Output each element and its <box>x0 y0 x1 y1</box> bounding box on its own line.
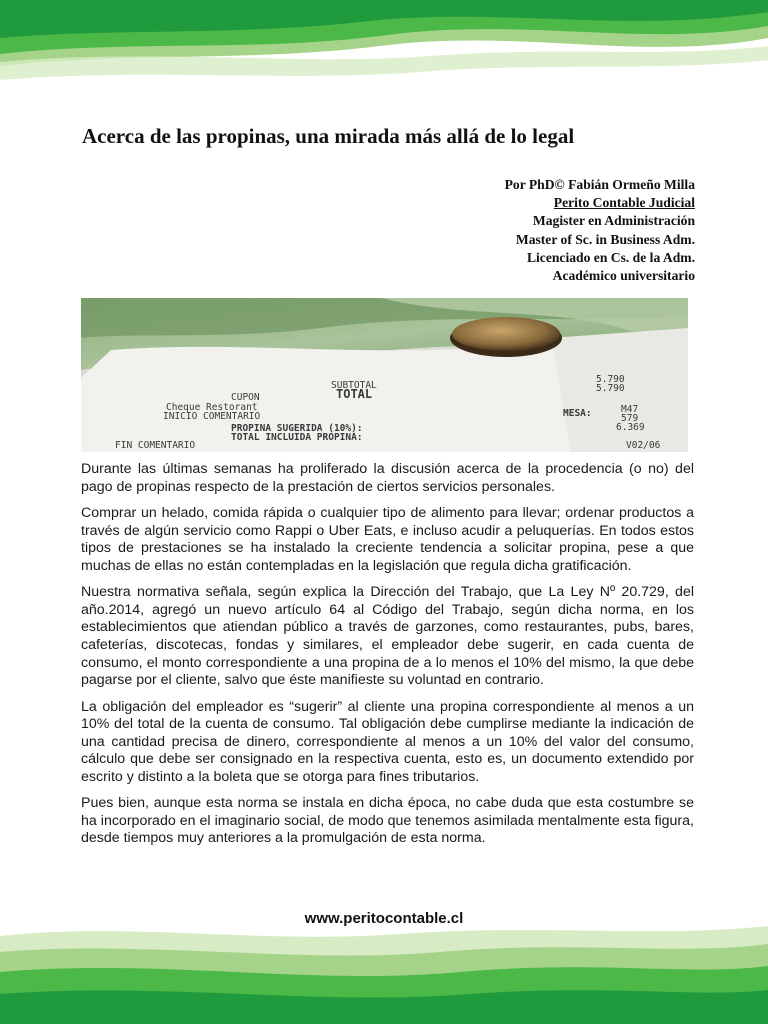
header-wave-decoration <box>0 0 768 95</box>
author-block <box>505 176 695 285</box>
receipt-cupon: CUPON <box>231 392 260 403</box>
receipt-propina: PROPINA SUGERIDA (10%): <box>231 423 363 434</box>
paragraph: La obligación del empleador es “sugerir” al cliente una propina correspondiente al menos a un 10% del total de la cuenta de consumo. Tal obligación debe cumplirse mediante la indicación de una cantidad precisa de dinero, correspondiente al menos a un 10% del valor del consumo, cálculo que debe ser consignado en la respectiva cuenta, esto es, un documento extendido por escrito y distinto a la boleta que se otorga para fines tributarios. <box>81 698 694 785</box>
article-body <box>81 461 694 857</box>
receipt-code: V02/06 <box>626 440 661 451</box>
paragraph: Comprar un helado, comida rápida o cualquier tipo de alimento para llevar; ordenar productos a través de algún servicio como Rappi o Uber Eats, e incluso acudir a peluquerías. En todos estos tipos de prestaciones se ha instalado la creciente tendencia a solicitar propina, pese a que muchas de ellas no están contempladas en la legislación que regula dicha gratificación. <box>81 504 694 574</box>
author-name: Por PhD© Fabián Ormeño Milla <box>504 177 695 192</box>
receipt-subtotal: SUBTOTAL <box>331 380 377 391</box>
receipt-mesa-number: M47 <box>621 404 639 415</box>
author-credential: Académico universitario <box>552 268 695 284</box>
receipt-fin: FIN COMENTARIO <box>115 440 196 451</box>
receipt-cheque: Cheque Restorant <box>166 402 258 413</box>
author-credential: Master of Sc. in Business Adm. <box>515 231 695 247</box>
website-link[interactable]: www.peritocontable.cl <box>304 910 464 927</box>
receipt-value: 5.790 <box>596 383 625 394</box>
paragraph: Nuestra normativa señala, según explica la Dirección del Trabajo, que La Ley Nº 20.729, del año.2014, agregó un nuevo artículo 64 al Código del Trabajo, según dicha norma, en los establecimientos que atiendan público a través de garzones, como restaurantes, pubs, bares, cafeterías, discotecas, fondas y similares, el empleador debe sugerir, en cada cuenta de consumo, el monto correspondiente a una propina de a lo menos el 10% del mismo, la que debe pagarse por el cliente, salvo que éste manifieste su voluntad en contrario. <box>81 584 694 689</box>
author-credential: Licenciado en Cs. de la Adm. <box>526 249 695 265</box>
receipt-value: 6.369 <box>616 422 645 433</box>
author-role-link[interactable]: Perito Contable Judicial <box>553 195 695 211</box>
receipt-value: 579 <box>621 413 639 424</box>
receipt-photo <box>81 298 688 452</box>
receipt-total-propina: TOTAL INCLUIDA PROPINA: <box>231 432 363 443</box>
author-credential: Magister en Administración <box>532 213 695 229</box>
paragraph: Durante las últimas semanas ha proliferado la discusión acerca de la procedencia (o no) del pago de propinas respecto de la prestación de ciertos servicios personales. <box>81 461 694 495</box>
receipt-inicio: INICIO COMENTARIO <box>163 411 261 422</box>
footer-wave-decoration <box>0 914 768 1024</box>
receipt-mesa: MESA: <box>563 408 592 419</box>
receipt-total: TOTAL <box>336 387 373 401</box>
article-title: Acerca de las propinas, una mirada más allá de lo legal <box>82 124 575 148</box>
paragraph: Pues bien, aunque esta norma se instala en dicha época, no cabe duda que esta costumbre se ha incorporado en el imaginario social, de modo que tenemos asimilada mentalmente esta figura, desde tiempos muy anteriores a la promulgación de esta norma. <box>81 795 694 847</box>
receipt-value: 5.790 <box>596 374 625 385</box>
